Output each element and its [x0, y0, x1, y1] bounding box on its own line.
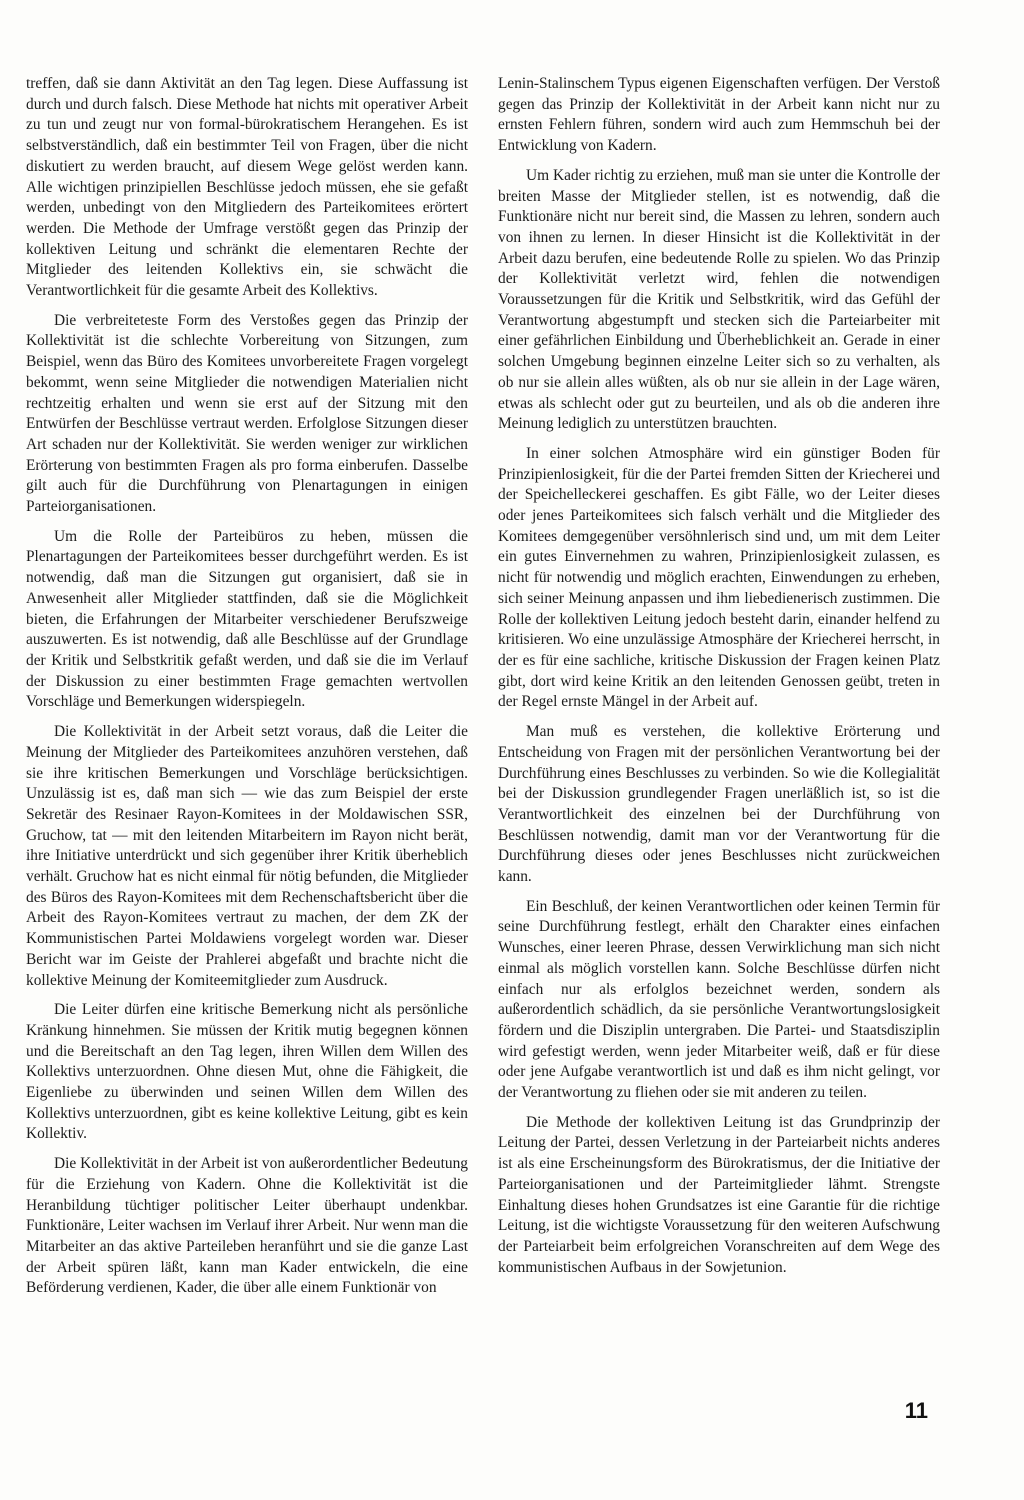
- paragraph: Die Leiter dürfen eine kritische Bemerkung nicht als persönliche Kränkung hinnehmen. Sie müssen der Kritik mutig begegnen können und die Bereitschaft an den Tag legen, ihren Willen dem Willen des Kollektivs unterzuordnen. Ohne diesen Mut, ohne die Fähigkeit, die Eigenliebe zu überwinden und seinen Willen dem Willen des Kollektivs unterzuordnen, gibt es keine kollektive Leitung, gibt es kein Kollektiv.: [26, 1001, 468, 1143]
- left-column: [26, 74, 468, 1308]
- right-column: [498, 74, 940, 1287]
- paragraph: Um Kader richtig zu erziehen, muß man sie unter die Kontrolle der breiten Masse der Mitglieder stellen, ist es notwendig, daß die Funktionäre nicht nur bereit sind, die Massen zu lehren, sondern auch von ihnen zu lernen. In dieser Hinsicht ist die Kollektivität in der Arbeit dazu berufen, eine bedeutende Rolle zu spielen. Wo das Prinzip der Kollektivität verletzt wird, fehlen die notwendigen Voraussetzungen für die Kritik und Selbstkritik, wird das Gefühl der Verantwortung abgestumpft und stecken sich die Parteiarbeiter mit einer gefährlichen Einbildung und Überheblichkeit an. Gerade in einer solchen Umgebung beginnen einzelne Leiter sich so zu verhalten, als ob nur sie allein alles wüßten, als ob nur sie allein in der Lage wären, etwas als schlecht oder gut zu beurteilen, und als ob die anderen ihre Meinung lediglich zu unterstützen brauchten.: [498, 166, 940, 433]
- paragraph: Die Kollektivität in der Arbeit setzt voraus, daß die Leiter die Meinung der Mitglieder des Parteikomitees anzuhören verstehen, daß sie ihre kritischen Bemerkungen und Vorschläge berücksichtigen. Unzulässig ist es, daß man sich — wie das zum Beispiel der erste Sekretär des Resinaer Rayon-Komitees in der Moldawischen SSR, Gruchow, tat — mit den leitenden Mitarbeitern im Rayon nicht berät, ihre Initiative unterdrückt und sich gegenüber ihrer Kritik überheblich verhält. Gruchow hat es nicht einmal für nötig befunden, die Mitglieder des Büros des Rayon-Komitees mit dem Rechenschaftsbericht über die Arbeit des Rayon-Komitees vertraut zu machen, der dem ZK der Kommunistischen Partei Moldawiens vorgelegt worden war. Dieser Bericht war im Geiste der Prahlerei abgefaßt und brachte nicht die kollektive Meinung der Komiteemitglieder zum Ausdruck.: [26, 723, 468, 989]
- paragraph: Die Kollektivität in der Arbeit ist von außerordentlicher Bedeutung für die Erziehung von Kadern. Ohne die Kollektivität ist die Heranbildung tüchtiger politischer Leiter überhaupt undenkbar. Funktionäre, Leiter wachsen im Verlauf ihrer Arbeit. Nur wenn man die Mitarbeiter an das aktive Parteileben heranführt und sie die ganze Last der Arbeit spüren läßt, kann man Kader entwickeln, die eine Beförderung verdienen, Kader, die über alle einem Funktionär von: [26, 1155, 468, 1297]
- paragraph: Um die Rolle der Parteibüros zu heben, müssen die Plenartagungen der Parteikomitees besser durchgeführt werden. Es ist notwendig, daß man die Sitzungen gut organisiert, daß sie in Anwesenheit aller Mitglieder stattfinden, daß sie die Möglichkeit bieten, die Erfahrungen der Mitarbeiter verschiedener Berufszweige auszuwerten. Es ist notwendig, daß alle Beschlüsse auf der Grundlage der Kritik und Selbstkritik gefaßt werden, und daß sie die im Verlauf der Diskussion zu einer bestimmten Frage gemachten wertvollen Vorschläge und Bemerkungen widerspiegeln.: [26, 527, 468, 711]
- page-number: 11: [904, 1398, 928, 1423]
- paragraph: In einer solchen Atmosphäre wird ein günstiger Boden für Prinzipienlosigkeit, für die der Partei fremden Sitten der Kriecherei und der Speichelleckerei geschaffen. Es gibt Fälle, wo der Leiter dieses oder jenes Parteikomitees sich falsch verhält und die Mitglieder des Komitees demgegenüber versöhnlerisch sind und, um mit dem Leiter ein gutes Einvernehmen zu wahren, Prinzipienlosigkeit zulassen, es nicht für notwendig und möglich erachten, Einwendungen zu erheben, sich seiner Meinung anpassen und ihm liebedienerisch zustimmen. Die Rolle der kollektiven Leitung jedoch besteht darin, einander helfend zu kritisieren. Wo eine unzulässige Atmosphäre der Kriecherei herrscht, in der es für eine sachliche, kritische Diskussion der Fragen keinen Platz gibt, dort wird keine Kritik an den leitenden Genossen geübt, treten in der Regel ernste Mängel in der Arbeit auf.: [498, 444, 940, 711]
- paragraph: Ein Beschluß, der keinen Verantwortlichen oder keinen Termin für seine Durchführung festlegt, erhält den Charakter eines einfachen Wunsches, einer leeren Phrase, dessen Verwirklichung man sich nicht einmal als möglich vorstellen kann. Solche Beschlüsse dürfen nicht einfach nur als erfolglos bezeichnet werden, sondern als außerordentlich schädlich, da sie persönliche Verantwortungslosigkeit fördern und die Disziplin untergraben. Die Partei- und Staatsdisziplin wird gefestigt werden, wenn jeder Mitarbeiter weiß, daß er für diese oder jene Aufgabe verantwortlich ist und daß es ihm nicht gelingt, vor der Verantwortung zu fliehen oder sie mit anderen zu teilen.: [498, 897, 940, 1102]
- paragraph: Die Methode der kollektiven Leitung ist das Grundprinzip der Leitung der Partei, dessen Verletzung in der Parteiarbeit nichts anderes ist als eine Erscheinungsform des Bürokratismus, der die Initiative der Parteiorganisationen und der Parteimitglieder lähmt. Strengste Einhaltung dieses hohen Grundsatzes ist eine Garantie für die richtige Leitung, ist die wichtigste Voraussetzung für den weiteren Aufschwung der Parteiarbeit beim erfolgreichen Voranschreiten auf dem Wege des kommunistischen Aufbaus in der Sowjetunion.: [498, 1113, 940, 1276]
- paragraph: Man muß es verstehen, die kollektive Erörterung und Entscheidung von Fragen mit der persönlichen Verantwortung bei der Durchführung eines Beschlusses zu verbinden. So wie die Kollegialität bei der Diskussion grundlegender Fragen unerläßlich ist, so ist die Verantwortlichkeit des einzelnen bei der Durchführung von Beschlüssen notwendig, damit man vor der Verantwortung für die Durchführung dieses oder jenes Beschlusses nicht zurückweichen kann.: [498, 723, 940, 886]
- paragraph: Lenin-Stalinschem Typus eigenen Eigenschaften verfügen. Der Verstoß gegen das Prinzip der Kollektivität in der Arbeit kann nicht nur zu ernsten Fehlern führen, sondern wird auch zum Hemmschuh bei der Entwicklung von Kadern.: [498, 75, 940, 155]
- paragraph: Die verbreiteteste Form des Verstoßes gegen das Prinzip der Kollektivität ist die schlechte Vorbereitung von Sitzungen, zum Beispiel, wenn das Büro des Komitees unvorbereitete Fragen vorgelegt bekommt, wenn seine Mitglieder die notwendigen Materialien nicht rechtzeitig erhalten und wenn sie erst auf der Sitzung mit den Entwürfen der Beschlüsse vertraut werden. Erfolglose Sitzungen dieser Art schaden nur der Kollektivität. Sie werden weniger zur wirklichen Erörterung von bestimmten Fragen als pro forma einberufen. Dasselbe gilt auch für die Durchführung von Plenartagungen in einigen Parteiorganisationen.: [26, 311, 468, 516]
- paragraph: treffen, daß sie dann Aktivität an den Tag legen. Diese Auffassung ist durch und durch falsch. Diese Methode hat nichts mit operativer Arbeit zu tun und zeugt nur von formal-bürokratischem Herangehen. Es ist selbstverständlich, daß ein bestimmter Teil von Fragen, über die nicht diskutiert zu werden braucht, auf diesem Wege gelöst werden kann. Alle wichtigen prinzipiellen Beschlüsse jedoch müssen, ehe sie gefaßt werden, unbedingt von den Mitgliedern des Parteikomitees erörtert werden. Die Methode der Umfrage verstößt gegen das Prinzip der kollektiven Leitung und schränkt die elementaren Rechte der Mitglieder des leitenden Kollektivs ein, sie schwächt die Verantwortlichkeit für die gesamte Arbeit des Kollektivs.: [26, 75, 468, 300]
